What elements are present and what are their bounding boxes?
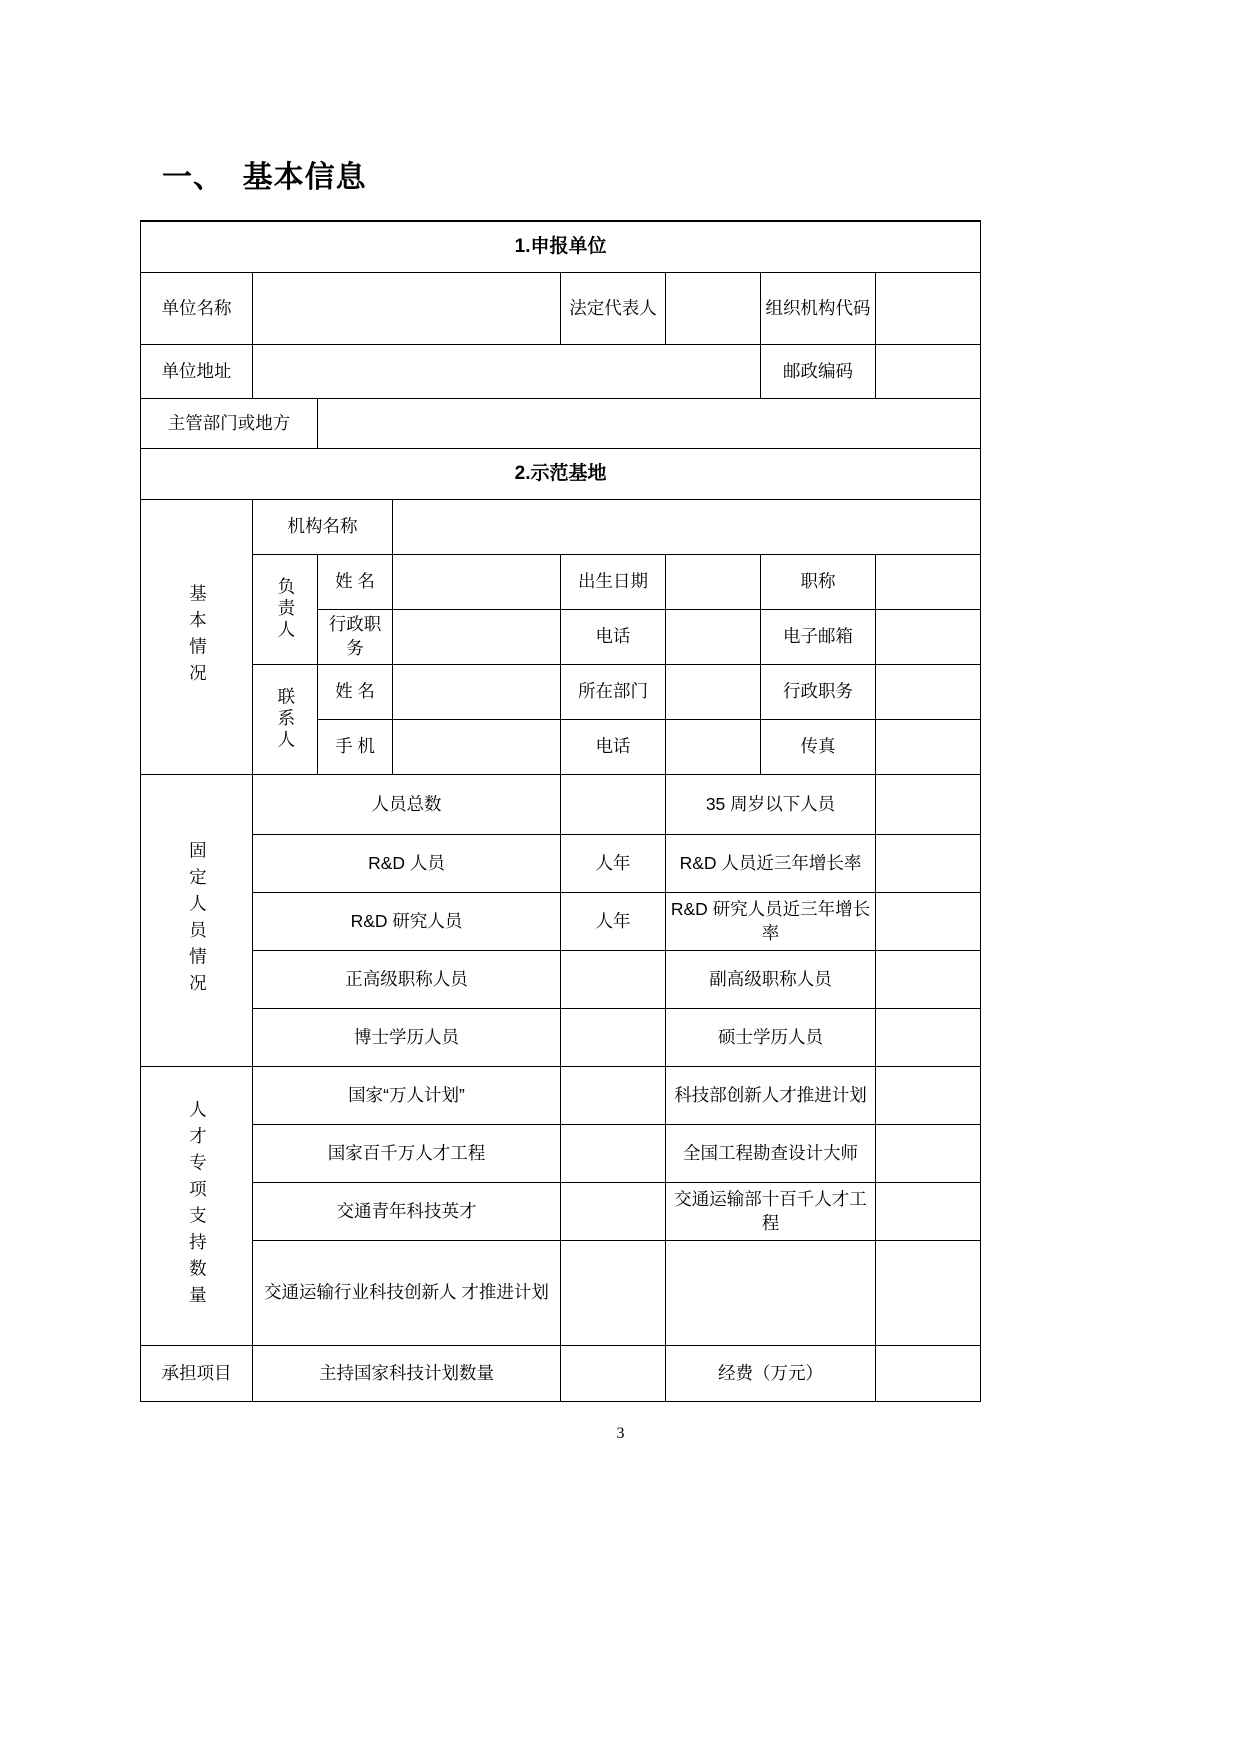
table-row: [141, 1241, 981, 1346]
label-contact-department: 所在部门: [561, 665, 666, 720]
table-row: [141, 500, 981, 555]
input-funding-amount[interactable]: [876, 1346, 981, 1402]
page-number: 3: [616, 1425, 625, 1442]
input-legal-representative[interactable]: [666, 273, 761, 345]
label-unit-address: 单位地址: [141, 345, 253, 399]
label-national-survey-design-master: 全国工程勘查设计大师: [666, 1125, 876, 1183]
label-under-35-personnel: 35 周岁以下人员: [666, 775, 876, 835]
input-transport-industry-innovation-talent-plan[interactable]: [561, 1241, 666, 1346]
input-contact-fax[interactable]: [876, 720, 981, 775]
input-national-survey-design-master[interactable]: [876, 1125, 981, 1183]
input-national-ten-thousand-plan[interactable]: [561, 1067, 666, 1125]
label-leader-email: 电子邮箱: [761, 610, 876, 665]
spacer-cell-talent: [666, 1241, 876, 1346]
table-row: [141, 1067, 981, 1125]
table-row: [141, 345, 981, 399]
table-row: [141, 273, 981, 345]
form-table: [140, 220, 981, 1402]
label-contact-position: 行政职务: [761, 665, 876, 720]
basic-info-form: [140, 220, 980, 1402]
label-rd-researchers-growth: R&D 研究人员近三年增长率: [666, 893, 876, 951]
input-supervising-department[interactable]: [318, 399, 981, 449]
input-total-personnel[interactable]: [561, 775, 666, 835]
label-leader-position: 行政职务: [318, 610, 393, 665]
table-row: [141, 1009, 981, 1067]
table-row: [141, 775, 981, 835]
label-associate-senior-title-personnel: 副高级职称人员: [666, 951, 876, 1009]
input-mot-ten-hundred-thousand-project[interactable]: [876, 1183, 981, 1241]
label-national-plan-count: 主持国家科技计划数量: [253, 1346, 561, 1402]
table-row: [141, 555, 981, 610]
input-contact-name[interactable]: [393, 665, 561, 720]
label-phd-personnel: 博士学历人员: [253, 1009, 561, 1067]
label-leader-birthdate: 出生日期: [561, 555, 666, 610]
input-leader-phone[interactable]: [666, 610, 761, 665]
label-unit-name: 单位名称: [141, 273, 253, 345]
page-title: 一、 基本信息: [162, 161, 367, 194]
label-contact-person: 联系人: [253, 665, 318, 775]
label-transport-industry-innovation-talent-plan: 交通运输行业科技创新人 才推进计划: [253, 1241, 561, 1346]
input-org-code[interactable]: [876, 273, 981, 345]
label-rd-personnel: R&D 人员: [253, 835, 561, 893]
input-rd-researchers-growth[interactable]: [876, 893, 981, 951]
table-row: [141, 893, 981, 951]
table-row: [141, 399, 981, 449]
input-master-personnel[interactable]: [876, 1009, 981, 1067]
label-national-hundred-thousand-project: 国家百千万人才工程: [253, 1125, 561, 1183]
input-contact-phone[interactable]: [666, 720, 761, 775]
input-unit-name[interactable]: [253, 273, 561, 345]
table-row: [141, 835, 981, 893]
label-postal-code: 邮政编码: [761, 345, 876, 399]
section-heading-applicant-unit: 1.申报单位: [141, 221, 981, 273]
label-national-ten-thousand-plan: 国家“万人计划”: [253, 1067, 561, 1125]
table-row: [141, 1183, 981, 1241]
input-senior-title-personnel[interactable]: [561, 951, 666, 1009]
label-basic-situation: 基本情况: [141, 500, 253, 775]
label-legal-representative: 法定代表人: [561, 273, 666, 345]
input-rd-personnel-growth[interactable]: [876, 835, 981, 893]
label-most-innovation-talent-plan: 科技部创新人才推进计划: [666, 1067, 876, 1125]
input-unit-address[interactable]: [253, 345, 761, 399]
label-contact-mobile: 手 机: [318, 720, 393, 775]
label-rd-personnel-growth: R&D 人员近三年增长率: [666, 835, 876, 893]
input-national-hundred-thousand-project[interactable]: [561, 1125, 666, 1183]
label-org-code: 组织机构代码: [761, 273, 876, 345]
input-transport-youth-talent[interactable]: [561, 1183, 666, 1241]
label-org-name: 机构名称: [253, 500, 393, 555]
input-org-name[interactable]: [393, 500, 981, 555]
input-leader-email[interactable]: [876, 610, 981, 665]
section-heading-demo-base: 2.示范基地: [141, 449, 981, 500]
input-contact-position[interactable]: [876, 665, 981, 720]
input-associate-senior-title-personnel[interactable]: [876, 951, 981, 1009]
table-row: [141, 1346, 981, 1402]
label-contact-name: 姓 名: [318, 665, 393, 720]
label-total-personnel: 人员总数: [253, 775, 561, 835]
label-supervising-department: 主管部门或地方: [141, 399, 318, 449]
table-row: [141, 665, 981, 720]
label-contact-fax: 传真: [761, 720, 876, 775]
input-contact-mobile[interactable]: [393, 720, 561, 775]
label-transport-youth-talent: 交通青年科技英才: [253, 1183, 561, 1241]
label-leader-title: 职称: [761, 555, 876, 610]
table-row: [141, 951, 981, 1009]
label-mot-ten-hundred-thousand-project: 交通运输部十百千人才工程: [666, 1183, 876, 1241]
input-national-plan-count[interactable]: [561, 1346, 666, 1402]
input-contact-department[interactable]: [666, 665, 761, 720]
label-rd-researchers: R&D 研究人员: [253, 893, 561, 951]
input-postal-code[interactable]: [876, 345, 981, 399]
label-leader-name: 姓 名: [318, 555, 393, 610]
input-most-innovation-talent-plan[interactable]: [876, 1067, 981, 1125]
label-fixed-personnel: 固定人员情况: [141, 775, 253, 1067]
label-undertaken-projects: 承担项目: [141, 1346, 253, 1402]
table-row: [141, 1125, 981, 1183]
input-leader-birthdate[interactable]: [666, 555, 761, 610]
label-talent-support-quantity: 人才专项支持数量: [141, 1067, 253, 1346]
label-master-personnel: 硕士学历人员: [666, 1009, 876, 1067]
unit-rd-researchers: 人年: [561, 893, 666, 951]
input-leader-name[interactable]: [393, 555, 561, 610]
input-talent-extra[interactable]: [876, 1241, 981, 1346]
input-under-35-personnel[interactable]: [876, 775, 981, 835]
table-row: [141, 221, 981, 273]
label-leader: 负责人: [253, 555, 318, 665]
table-row: [141, 449, 981, 500]
label-leader-phone: 电话: [561, 610, 666, 665]
label-funding-amount: 经费（万元）: [666, 1346, 876, 1402]
input-leader-title[interactable]: [876, 555, 981, 610]
label-senior-title-personnel: 正高级职称人员: [253, 951, 561, 1009]
unit-rd-personnel: 人年: [561, 835, 666, 893]
input-leader-position[interactable]: [393, 610, 561, 665]
input-phd-personnel[interactable]: [561, 1009, 666, 1067]
label-contact-phone: 电话: [561, 720, 666, 775]
